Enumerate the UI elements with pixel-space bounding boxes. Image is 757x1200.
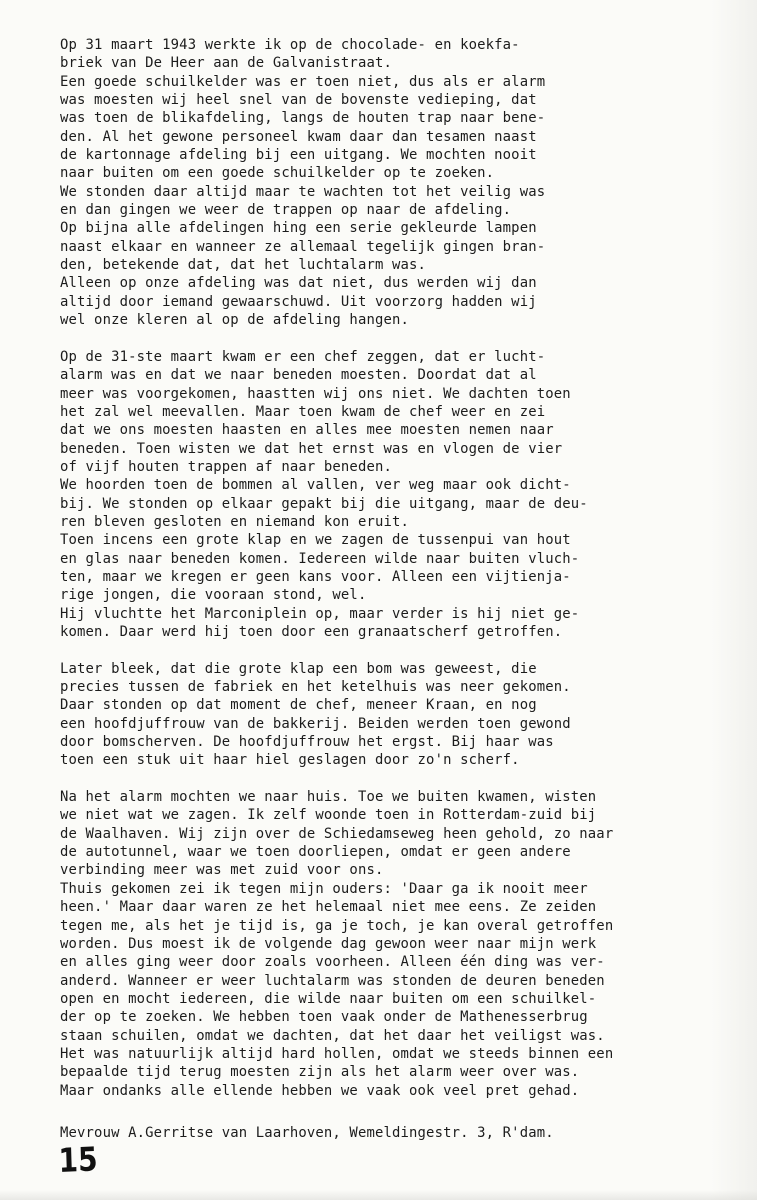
paragraph-gap — [60, 770, 720, 788]
paragraph-gap — [60, 330, 720, 348]
text-line: Daar stonden op dat moment de chef, meneer Kraan, en nog — [60, 697, 537, 714]
page-number: 15 — [57, 1139, 99, 1180]
text-line: ten, maar we kregen er geen kans voor. Alleen een vijtienja- — [60, 568, 571, 585]
typed-text-body — [60, 36, 720, 1100]
text-line: Thuis gekomen zei ik tegen mijn ouders: 'Daar ga ik nooit meer — [60, 880, 588, 897]
text-line: Op 31 maart 1943 werkte ik op de chocolade- en koekfa- — [60, 37, 520, 53]
text-line: of vijf houten trappen af naar beneden. — [60, 458, 393, 475]
text-line: den. Al het gewone personeel kwam daar dan tesamen naast — [60, 128, 537, 145]
text-line: We stonden daar altijd maar te wachten tot het veilig was — [60, 183, 546, 200]
author-signature-line: Mevrouw A.Gerritse van Laarhoven, Wemeldingestr. 3, R'dam. — [60, 1125, 554, 1141]
text-line: altijd door iemand gewaarschuwd. Uit voorzorg hadden wij — [60, 293, 537, 310]
text-line: ren bleven gesloten en niemand kon eruit. — [60, 513, 410, 530]
text-line: en glas naar beneden komen. Iedereen wilde naar buiten vluch- — [60, 550, 580, 567]
text-line: de Waalhaven. Wij zijn over de Schiedamseweg heen gehold, zo naar — [60, 825, 614, 842]
text-line: naar buiten om een goede schuilkelder op te zoeken. — [60, 165, 495, 182]
text-line: meer was voorgekomen, haastten wij ons niet. We dachten toen — [60, 385, 571, 402]
text-line: den, betekende dat, dat het luchtalarm was. — [60, 257, 427, 274]
text-line: Maar ondanks alle ellende hebben we vaak ook veel pret gehad. — [60, 1082, 580, 1099]
text-line: heen.' Maar daar waren ze het helemaal niet mee eens. Ze zeiden — [60, 899, 597, 916]
paragraph-gap — [60, 641, 720, 659]
text-line: der op te zoeken. We hebben toen vaak onder de Mathenesserbrug — [60, 1009, 588, 1026]
text-line: Op bijna alle afdelingen hing een serie gekleurde lampen — [60, 220, 537, 237]
text-line: Een goede schuilkelder was er toen niet, dus als er alarm — [60, 73, 546, 90]
text-line: toen een stuk uit haar hiel geslagen door zo'n scherf. — [60, 752, 520, 769]
text-line: en alles ging weer door zoals voorheen. Alleen één ding was ver- — [60, 954, 605, 971]
text-line: Hij vluchtte het Marconiplein op, maar verder is hij niet ge- — [60, 605, 580, 622]
text-line: Het was natuurlijk altijd hard hollen, omdat we steeds binnen een — [60, 1045, 614, 1062]
text-line: Toen incens een grote klap en we zagen de tussenpui van hout — [60, 532, 571, 549]
text-line: we niet wat we zagen. Ik zelf woonde toen in Rotterdam-zuid bij — [60, 807, 597, 824]
text-line: open en mocht iedereen, die wilde naar buiten om een schuilkel- — [60, 990, 597, 1007]
text-line: en dan gingen we weer de trappen op naar de afdeling. — [60, 202, 512, 219]
text-line: de kartonnage afdeling bij een uitgang. We mochten nooit — [60, 147, 537, 164]
text-line: was moesten wij heel snel van de bovenste vedieping, dat — [60, 92, 537, 109]
paragraph — [60, 788, 720, 1100]
text-line: door bomscherven. De hoofdjuffrouw het ergst. Bij haar was — [60, 734, 554, 751]
page-bottom-edge — [0, 1190, 757, 1200]
text-line: een hoofdjuffrouw van de bakkerij. Beiden werden toen gewond — [60, 715, 571, 732]
text-line: naast elkaar en wanneer ze allemaal tegelijk gingen bran- — [60, 238, 546, 255]
text-line: komen. Daar werd hij toen door een granaatscherf getroffen. — [60, 624, 563, 640]
paragraph — [60, 36, 720, 330]
text-line: staan schuilen, omdat we dachten, dat het daar het veiligst was. — [60, 1027, 605, 1044]
text-line: briek van De Heer aan de Galvanistraat. — [60, 55, 393, 72]
text-line: tegen me, als het je tijd is, ga je toch, je kan overal getroffen — [60, 917, 614, 934]
text-line: Op de 31-ste maart kwam er een chef zeggen, dat er lucht- — [60, 348, 546, 365]
text-line: bepaalde tijd terug moesten zijn als het alarm weer over was. — [60, 1064, 580, 1081]
text-line: Later bleek, dat die grote klap een bom was geweest, die — [60, 660, 537, 677]
text-line: precies tussen de fabriek en het ketelhuis was neer gekomen. — [60, 679, 571, 696]
text-line: wel onze kleren al op de afdeling hangen. — [60, 312, 410, 329]
text-line: dat we ons moesten haasten en alles mee moesten nemen naar — [60, 422, 554, 439]
text-line: alarm was en dat we naar beneden moesten. Doordat dat al — [60, 367, 537, 384]
text-line: anderd. Wanneer er weer luchtalarm was stonden de deuren beneden — [60, 972, 605, 989]
text-line: bij. We stonden op elkaar gepakt bij die uitgang, maar de deu- — [60, 495, 588, 512]
text-line: verbinding meer was met zuid voor ons. — [60, 862, 384, 879]
paragraph — [60, 660, 720, 770]
text-line: Na het alarm mochten we naar huis. Toe we buiten kwamen, wisten — [60, 789, 597, 806]
text-line: worden. Dus moest ik de volgende dag gewoon weer naar mijn werk — [60, 935, 597, 952]
text-line: beneden. Toen wisten we dat het ernst was en vlogen de vier — [60, 440, 563, 457]
text-line: We hoorden toen de bommen al vallen, ver weg maar ook dicht- — [60, 477, 571, 494]
text-line: het zal wel meevallen. Maar toen kwam de chef weer en zei — [60, 403, 546, 420]
text-line: de autotunnel, waar we toen doorliepen, omdat er geen andere — [60, 844, 571, 861]
text-line: rige jongen, die vooraan stond, wel. — [60, 587, 367, 604]
text-line: was toen de blikafdeling, langs de houten trap naar bene- — [60, 110, 546, 127]
paragraph — [60, 348, 720, 642]
text-line: Alleen op onze afdeling was dat niet, dus werden wij dan — [60, 275, 537, 292]
